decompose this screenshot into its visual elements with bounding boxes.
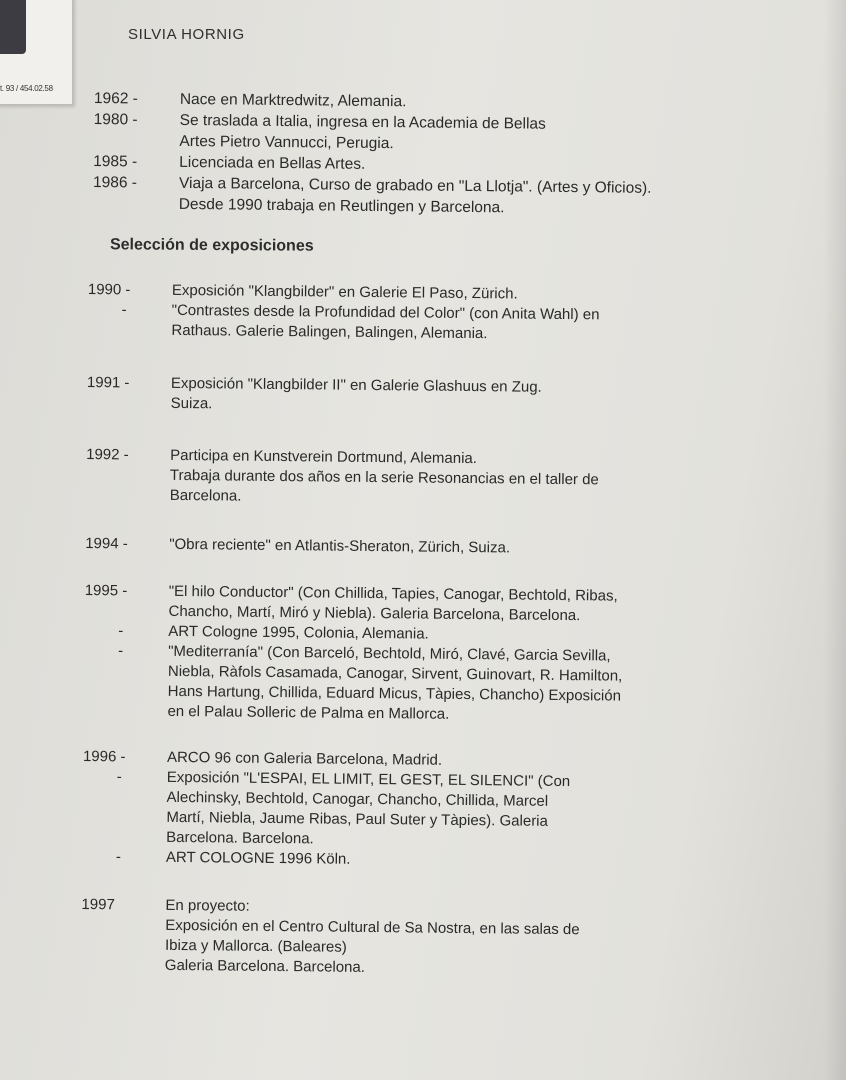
exhibition-text: "El hilo Conductor" (Con Chillida, Tapies, Canogar, Bechtold, Ribas, bbox=[168, 582, 618, 605]
card-photo bbox=[0, 0, 26, 54]
bullet-dash: - bbox=[116, 768, 122, 786]
exhibition-year: 1996 - bbox=[82, 747, 126, 766]
exhibition-text: "Contrastes desde la Profundidad del Color" (con Anita Wahl) en bbox=[171, 301, 600, 324]
card-phone-code: t. 93 / 454.02.58 bbox=[0, 84, 53, 93]
bullet-dash bbox=[81, 955, 165, 976]
bullet-dash bbox=[82, 807, 166, 828]
exhibition-text: Suiza. bbox=[170, 394, 213, 413]
exhibition-text: "Obra reciente" en Atlantis-Sheraton, Zürich, Suiza. bbox=[169, 535, 511, 557]
bullet-dash bbox=[82, 787, 166, 808]
bullet-dash bbox=[84, 601, 168, 622]
bullet-dash: - bbox=[118, 622, 124, 640]
exhibition-text: Hans Hartung, Chillida, Eduard Micus, Tàpies, Chancho) Exposición bbox=[167, 682, 622, 705]
corner-card bbox=[0, 0, 73, 105]
bio-year: 1986 - bbox=[92, 173, 138, 192]
exhibition-text: ART Cologne 1995, Colonia, Alemania. bbox=[168, 622, 429, 643]
bullet-dash bbox=[86, 485, 170, 506]
exhibitions-list bbox=[81, 280, 768, 982]
exhibition-text: Ibiza y Mallorca. (Baleares) bbox=[164, 936, 347, 956]
bio-year bbox=[93, 130, 179, 152]
bullet-dash bbox=[81, 935, 165, 956]
bullet-dash bbox=[81, 915, 165, 936]
bio-text: Desde 1990 trabaja en Reutlingen y Barcelona. bbox=[178, 195, 505, 217]
bio-year bbox=[93, 193, 179, 215]
exhibition-year: 1992 - bbox=[86, 445, 129, 464]
exhibition-text: Participa en Kunstverein Dortmund, Alemania. bbox=[170, 446, 478, 468]
bullet-dash bbox=[86, 465, 170, 486]
bullet-dash bbox=[87, 393, 171, 414]
bullet-dash bbox=[82, 827, 166, 848]
bio-text: Viaja a Barcelona, Curso de grabado en "La Llotja". (Artes y Oficios). bbox=[178, 174, 652, 197]
exhibition-entry bbox=[87, 280, 768, 347]
bio-text: Artes Pietro Vannucci, Perugia. bbox=[179, 132, 394, 153]
bullet-dash: - bbox=[121, 301, 127, 319]
exhibition-text: Trabaja durante dos años en la serie Resonancias en el taller de bbox=[169, 466, 599, 489]
bio-text: Nace en Marktredwitz, Alemania. bbox=[179, 90, 407, 111]
exhibition-text: en el Palau Solleric de Palma en Mallorca. bbox=[167, 702, 450, 723]
exhibition-text: Alechinsky, Bechtold, Canogar, Chancho, Chillida, Marcel bbox=[166, 788, 549, 810]
bullet-dash: - bbox=[118, 642, 124, 660]
exhibition-year: 1997 bbox=[81, 895, 115, 914]
exhibition-text: ART COLOGNE 1996 Köln. bbox=[165, 848, 351, 868]
exhibition-entry bbox=[85, 534, 765, 561]
exhibition-year: 1994 - bbox=[85, 534, 128, 553]
exhibition-text: Exposición "Klangbilder" en Galerie El Paso, Zürich. bbox=[171, 281, 518, 303]
exhibition-text: Barcelona. bbox=[169, 486, 242, 505]
biography bbox=[93, 88, 774, 221]
bullet-dash bbox=[84, 661, 168, 682]
bio-text: Licenciada en Bellas Artes. bbox=[179, 153, 366, 173]
exhibition-text: Chancho, Martí, Miró y Niebla). Galeria Barcelona, Barcelona. bbox=[168, 602, 581, 625]
exhibition-line bbox=[85, 534, 765, 561]
exhibition-text: Barcelona. Barcelona. bbox=[166, 828, 314, 848]
bio-text: Se traslada a Italia, ingresa en la Academia de Bellas bbox=[179, 111, 546, 133]
bullet-dash bbox=[87, 320, 171, 341]
exhibition-text: "Mediterranía" (Con Barceló, Bechtold, Miró, Clavé, Garcia Sevilla, bbox=[168, 642, 611, 665]
bullet-dash bbox=[84, 681, 168, 702]
exhibition-text: Rathaus. Galerie Balingen, Balingen, Alemania. bbox=[171, 321, 488, 343]
exhibition-text: Martí, Niebla, Jaume Ribas, Paul Suter y Tàpies). Galeria bbox=[166, 808, 549, 830]
exhibition-entry bbox=[83, 581, 764, 728]
exhibition-text: Exposición "L'ESPAI, EL LIMIT, EL GEST, EL SILENCI" (Con bbox=[166, 768, 571, 791]
bio-year: 1985 - bbox=[93, 152, 138, 171]
exhibition-entry bbox=[87, 373, 767, 420]
exhibition-text: Galeria Barcelona. Barcelona. bbox=[164, 956, 366, 976]
bio-year: 1980 - bbox=[93, 110, 138, 129]
exhibition-entry bbox=[86, 445, 767, 512]
page-edge-shadow bbox=[824, 0, 846, 1080]
exhibition-text: Exposición en el Centro Cultural de Sa Nostra, en las salas de bbox=[165, 916, 580, 939]
exhibition-year: 1990 - bbox=[87, 280, 131, 299]
exhibition-year: 1991 - bbox=[86, 373, 130, 392]
bio-year: 1962 - bbox=[93, 89, 138, 108]
exhibition-entry bbox=[81, 895, 762, 982]
exhibition-entry bbox=[82, 747, 763, 874]
exhibition-text: Niebla, Ràfols Casamada, Canogar, Sirvent, Guinovart, R. Hamilton, bbox=[167, 662, 623, 685]
bullet-dash bbox=[83, 701, 167, 722]
exhibition-text: Exposición "Klangbilder II" en Galerie Glashuus en Zug. bbox=[170, 374, 542, 396]
exhibition-year: 1995 - bbox=[84, 581, 128, 600]
exhibition-text: En proyecto: bbox=[165, 896, 250, 915]
exhibition-text: ARCO 96 con Galeria Barcelona, Madrid. bbox=[166, 748, 443, 769]
bullet-dash: - bbox=[115, 848, 122, 866]
artist-name: SILVIA HORNIG bbox=[128, 26, 245, 43]
section-title: Selección de exposiciones bbox=[109, 236, 314, 255]
